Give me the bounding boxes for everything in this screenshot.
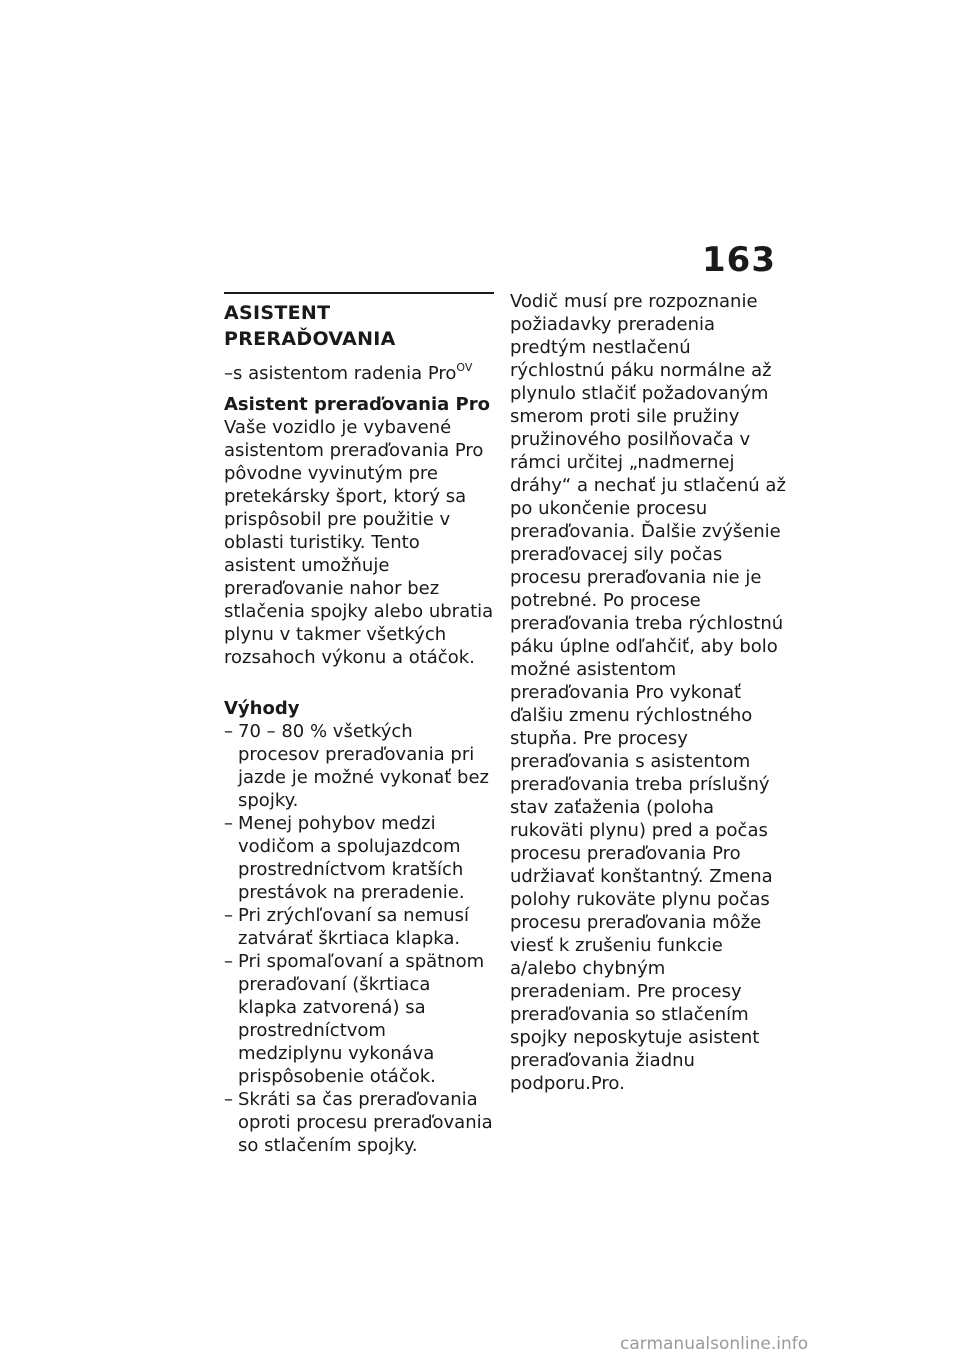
- list-item: – 70 – 80 % všetkých procesov preraďovania pri jazde je možné vykonať bez spojky.: [224, 721, 489, 811]
- section-title: ASISTENT PRERAĎOVANIA: [224, 292, 494, 352]
- list-item: – Skráti sa čas preraďovania oproti procesu preraďovania so stlačením spojky.: [224, 1089, 493, 1156]
- list-item: – Pri zrýchľovaní sa nemusí zatvárať škrtiaca klapka.: [224, 905, 469, 949]
- feature-heading: Asistent preraďovania Pro: [224, 394, 490, 415]
- equipment-code: OV: [456, 361, 473, 374]
- equipment-note: [224, 356, 494, 385]
- right-column: [510, 292, 790, 1095]
- equipment-text: –s asistentom radenia Pro: [224, 363, 457, 384]
- advantages-heading: Výhody: [224, 698, 300, 719]
- list-item: – Menej pohybov medzi vodičom a spolujazdcom prostredníctvom kratších prestávok na preradenie.: [224, 813, 465, 903]
- list-item: – Pri spomaľovaní a spätnom preraďovaní (škrtiaca klapka zatvorená) sa prostredníctvom medziplynu vykonáva prispôsobenie otáčok.: [224, 951, 485, 1087]
- advantages-list: [224, 720, 494, 1157]
- feature-description: Vaše vozidlo je vybavené asistentom preraďovania Pro pôvodne vyvinutým pre pretekársky šport, ktorý sa prispôsobil pre použitie v oblasti turistiky. Tento asistent umožňuje preraďovanie nahor bez stlačenia spojky alebo ubratia plynu v takmer všetkých rozsahoch výkonu a otáčok.: [224, 417, 494, 668]
- operation-description: Vodič musí pre rozpoznanie požiadavky preradenia predtým nestlačenú rýchlostnú páku normálne až plynulo stlačiť požadovaným smerom proti sile pružiny pružinového posilňovača v rámci určitej „nadmernej dráhy“ a nechať ju stlačenú až po ukončenie procesu preraďovania. Ďalšie zvýšenie preraďovacej sily počas procesu preraďovania nie je potrebné. Po procese preraďovania treba rýchlostnú páku úplne odľahčiť, aby bolo možné asistentom preraďovania Pro vykonať ďalšiu zmenu rýchlostného stupňa. Pre procesy preraďovania s asistentom preraďovania treba príslušný stav zaťaženia (poloha rukoväti plynu) pred a počas procesu preraďovania Pro udržiavať konštantný. Zmena polohy rukoväte plynu počas procesu preraďovania môže viesť k zrušeniu funkcie a/alebo chybným preradeniam. Pre procesy preraďovania so stlačením spojky neposkytuje asistent preraďovania žiadnu podporu.Pro.: [510, 291, 786, 1094]
- watermark: carmanualsonline.info: [620, 1334, 809, 1354]
- left-column: [224, 292, 494, 1157]
- page-number: 163: [702, 240, 776, 280]
